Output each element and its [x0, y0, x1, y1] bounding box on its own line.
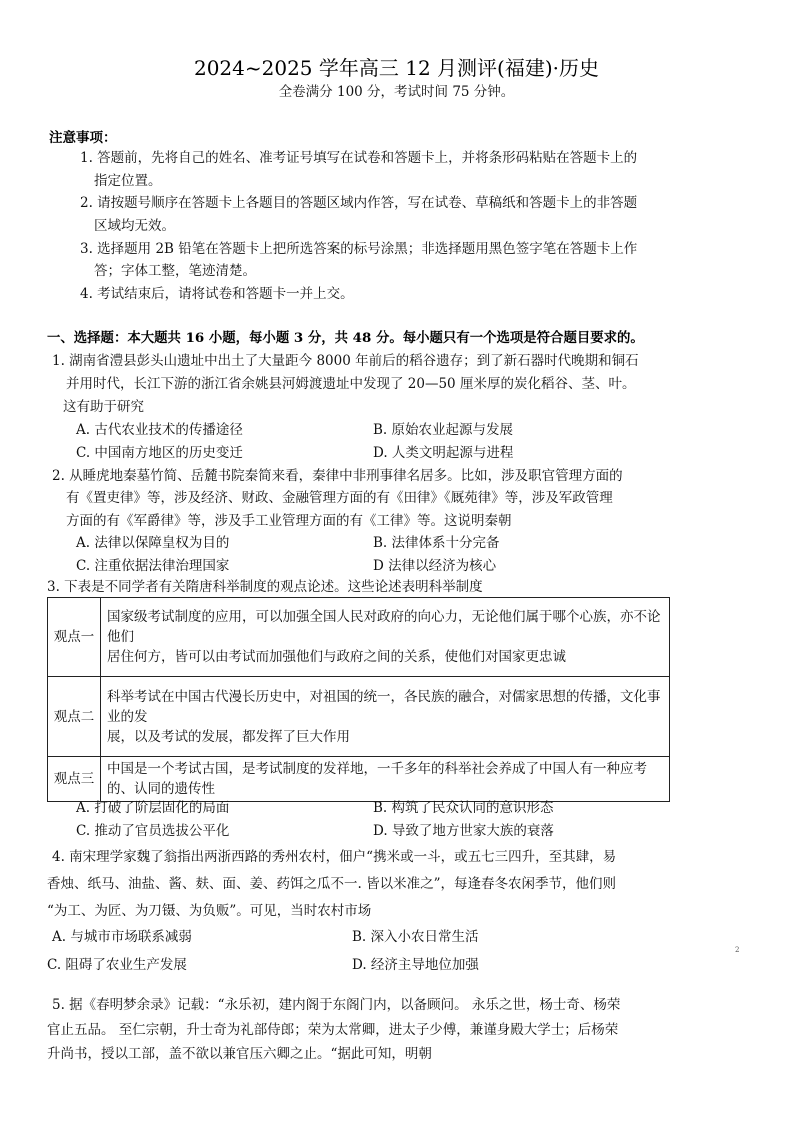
q3-option-d: D. 导致了地方世家大族的衰落 — [373, 823, 554, 839]
q4-option-c: C. 阻碍了农业生产发展 — [47, 957, 187, 973]
notice-item-1-cont: 指定位置。 — [94, 173, 162, 189]
q1-option-b: B. 原始农业起源与发展 — [373, 422, 514, 438]
table-row — [48, 757, 670, 802]
q2-line-3: 方面的有《军爵律》等，涉及手工业管理方面的有《工律》等。这说明秦朝 — [66, 513, 512, 529]
q1-option-c: C. 中国南方地区的历史变迁 — [76, 445, 243, 461]
q4-line-2: 香烛、纸马、油盐、酱、麸、面、姜、药饵之瓜不一. 皆以米准之”，每逢春冬农闲季节，他们则 — [47, 876, 616, 892]
table-row — [48, 598, 670, 677]
q1-option-d: D. 人类文明起源与进程 — [373, 445, 514, 461]
notice-item-3-cont: 答；字体工整，笔迹清楚。 — [94, 263, 256, 279]
q4-line-1: 4. 南宋理学家魏了翁指出两浙西路的秀州农村，佃户“携米或一斗，或五七三四升，至其肆，易 — [52, 849, 617, 865]
q4-option-d: D. 经济主导地位加强 — [352, 957, 479, 973]
table-row — [48, 677, 670, 757]
viewpoint-text-line: 国家级考试制度的应用，可以加强全国人民对政府的向心力，无论他们属于哪个心族，亦不论他们 — [107, 609, 661, 645]
notice-item-2: 2. 请按题号顺序在答题卡上各题目的答题区域内作答，写在试卷、草稿纸和答题卡上的非答题 — [80, 195, 638, 211]
q2-option-d: D 法律以经济为核心 — [373, 558, 497, 574]
q3-viewpoints-table — [47, 597, 670, 802]
q4-line-3: “为工、为匠、为刀镊、为负贩”。可见，当时农村市场 — [47, 903, 372, 919]
viewpoint-text-line: 居住何方，皆可以由考试而加强他们与政府之间的关系，使他们对国家更忠诚 — [107, 649, 566, 665]
q2-option-b: B. 法律体系十分完备 — [373, 535, 500, 551]
q3-stem: 3. 下表是不同学者有关隋唐科举制度的观点论述。这些论述表明科举制度 — [47, 579, 483, 595]
q2-option-a: A. 法律以保障皇权为目的 — [76, 535, 230, 551]
viewpoint-text-line: 中国是一个考试古国，是考试制度的发祥地，一千多年的科举社会养成了中国人有一种应考的、认同的遗传性 — [107, 761, 647, 797]
notice-item-4: 4. 考试结束后，请将试卷和答题卡一并上交。 — [80, 286, 354, 302]
notice-heading: 注意事项： — [49, 130, 117, 146]
q5-line-1: 5. 据《春明梦余录》记载：“永乐初，建内阁于东阁门内，以备顾问。 永乐之世，杨士奇、杨荣 — [52, 997, 621, 1013]
notice-item-1: 1. 答题前，先将自己的姓名、准考证号填写在试卷和答题卡上，并将条形码粘贴在答题卡上的 — [80, 150, 638, 166]
q5-line-3: 升尚书，授以工部，盖不欲以兼官压六卿之止。“据此可知，明朝 — [47, 1046, 432, 1062]
notice-item-2-cont: 区域均无效。 — [94, 218, 175, 234]
viewpoint-label: 观点二 — [48, 677, 101, 757]
q3-option-c: C. 推动了官员选拔公平化 — [76, 823, 230, 839]
viewpoint-text-line: 展，以及考试的发展，都发挥了巨大作用 — [107, 728, 350, 745]
viewpoint-label: 观点一 — [48, 598, 101, 677]
q2-option-c: C. 注重依据法律治理国家 — [76, 558, 230, 574]
q3-option-b: B. 构筑了民众认同的意识形态 — [373, 800, 554, 816]
viewpoint-text — [101, 757, 670, 802]
q2-line-2: 有《置吏律》等，涉及经济、财政、金融管理方面的有《田律》《厩苑律》等，涉及军政管理 — [66, 490, 613, 506]
viewpoint-text — [101, 598, 670, 677]
section-heading: 一、选择题：本大题共 16 小题，每小题 3 分，共 48 分。每小题只有一个选项是符合题目要求的。 — [47, 330, 644, 346]
q3-option-a: A. 打破了阶层固化的局面 — [76, 800, 230, 816]
page-number: 2 — [735, 946, 740, 954]
notice-item-3: 3. 选择题用 2B 铅笔在答题卡上把所选答案的标号涂黑；非选择题用黑色签字笔在答题卡上作 — [80, 241, 638, 257]
exam-title: 2024~2025 学年高三 12 月测评(福建)·历史 — [193, 56, 600, 80]
viewpoint-label: 观点三 — [48, 757, 101, 802]
q1-option-a: A. 古代农业技术的传播途径 — [76, 422, 243, 438]
q5-line-2: 官止五品。 至仁宗朝，升士奇为礼部侍郎；荣为太常卿，进太子少傅，兼谨身殿大学士；后杨荣 — [47, 1022, 619, 1038]
exam-subtitle: 全卷满分 100 分，考试时间 75 分钟。 — [278, 84, 515, 100]
q4-option-a: A. 与城市市场联系减弱 — [52, 929, 192, 945]
q2-line-1: 2. 从睡虎地秦墓竹简、岳麓书院秦简来看，秦律中非刑事律名居多。比如，涉及职官管理方面的 — [52, 468, 623, 484]
q4-option-b: B. 深入小农日常生活 — [352, 929, 479, 945]
q1-line-2: 并用时代，长江下游的浙江省余姚县河姆渡遗址中发现了 20—50 厘米厚的炭化稻谷、茎、叶。 — [66, 376, 636, 392]
viewpoint-text — [101, 677, 670, 757]
viewpoint-text-line: 科举考试在中国古代漫长历史中，对祖国的统一，各民族的融合，对儒家思想的传播，文化事业的发 — [107, 688, 661, 725]
q1-line-1: 1. 湖南省澧县彭头山遗址中出土了大量距今 8000 年前后的稻谷遗存；到了新石器时代晚期和铜石 — [52, 353, 639, 369]
q1-line-3: 这有助于研究 — [63, 399, 144, 415]
